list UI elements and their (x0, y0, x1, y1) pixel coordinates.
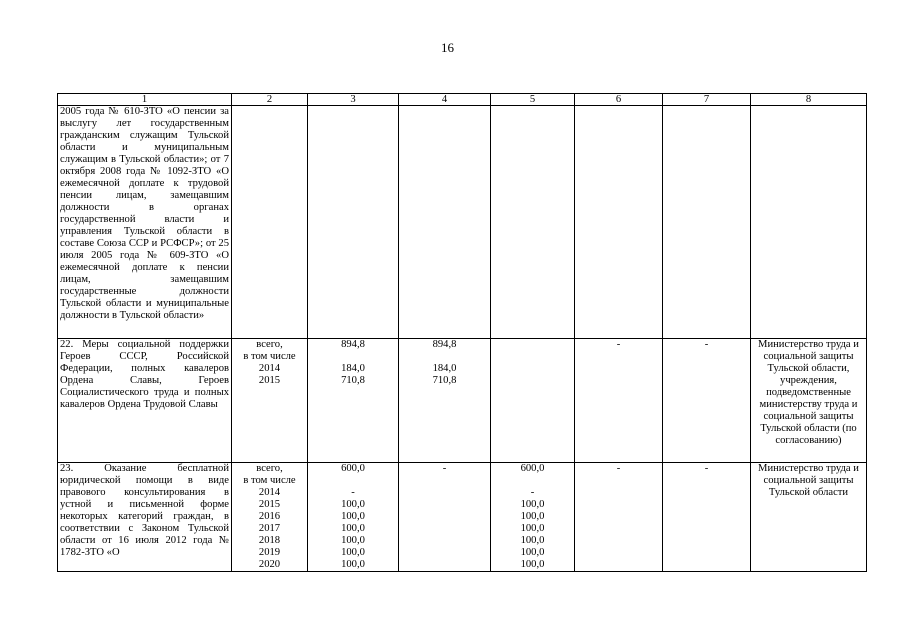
cell-line: 2018 (258, 535, 281, 546)
cell-line: 100,0 (341, 499, 365, 510)
cell-line: 100,0 (520, 547, 545, 558)
cell-col-7 (663, 106, 751, 339)
cell-line: 100,0 (341, 535, 365, 546)
cell-line: 2015 (258, 499, 281, 510)
cell-line: 600,0 (341, 463, 365, 474)
cell-col-3 (308, 106, 399, 339)
cell-line: всего, (256, 463, 283, 474)
col-header-6: 6 (575, 94, 663, 106)
col-header-7: 7 (663, 94, 751, 106)
cell-col-3 (308, 463, 399, 572)
program-table (57, 93, 867, 572)
responsible-executor: Министерство труда и социальной защиты Тульской области (751, 463, 867, 572)
cell-line: 2019 (258, 547, 281, 558)
cell-col-6 (575, 339, 663, 463)
cell-col-6 (575, 463, 663, 572)
cell-col-2 (232, 106, 308, 339)
cell-line: в том числе (243, 475, 296, 486)
cell-line: всего, (256, 339, 283, 350)
cell-col-7 (663, 339, 751, 463)
cell-col-4 (399, 106, 491, 339)
cell-col-2 (232, 463, 308, 572)
column-number-row (58, 94, 867, 106)
cell-line: 2017 (258, 523, 281, 534)
cell-col-5 (491, 463, 575, 572)
cell-line: 710,8 (432, 375, 457, 386)
col-header-5: 5 (491, 94, 575, 106)
cell-line (401, 351, 488, 363)
cell-line: 100,0 (520, 559, 545, 570)
cell-line: - (616, 463, 621, 474)
responsible-executor: Министерство труда и социальной защиты Тульской области, учреждения, подведомственные министерству труда и социальной защиты Тульской области (по согласованию) (751, 339, 867, 463)
measure-description: 22. Меры социальной поддержки Героев СССР, Российской Федерации, полных кавалеров Ордена Славы, Героев Социалистического труда и полных кавалеров Ордена Трудовой Славы (58, 339, 232, 463)
cell-line: - (442, 463, 447, 474)
cell-line: в том числе (243, 351, 296, 362)
cell-line: 184,0 (432, 363, 457, 374)
cell-col-7 (663, 463, 751, 572)
cell-line: - (616, 339, 621, 350)
measure-description: 23. Оказание бесплатной юридической помощи в виде правового консультирования в устной и письменной форме некоторых категорий граждан, в соответствии с Законом Тульской области от 16 июля 2012 года № 1782-ЗТО «О (58, 463, 232, 572)
table-row (58, 106, 867, 339)
cell-line: 2020 (258, 559, 281, 570)
cell-col-4 (399, 463, 491, 572)
cell-col-4 (399, 339, 491, 463)
cell-line: 184,0 (341, 363, 365, 374)
cell-col-5 (491, 339, 575, 463)
cell-col-6 (575, 106, 663, 339)
cell-line: 600,0 (520, 463, 545, 474)
cell-line (310, 351, 396, 363)
measure-description: 2005 года № 610-ЗТО «О пенсии за выслугу лет государственным гражданским служащим Тульской области и муниципальным служащим в Тульской области»; от 7 октября 2008 года № 1092-ЗТО «О ежемесячной доплате к трудовой пенсии лицам, замещавшим должности в органах государственной власти и управления Тульской области в составе Союза ССР и РСФСР»; от 25 июля 2005 года № 609-ЗТО «О ежемесячной доплате к пенсии лицам, замещавшим государственные должности Тульской области и муниципальные должности в Тульской области» (58, 106, 232, 339)
cell-line: 100,0 (341, 511, 365, 522)
cell-line: 100,0 (520, 511, 545, 522)
cell-line: 2016 (258, 511, 281, 522)
col-header-4: 4 (399, 94, 491, 106)
cell-line: 100,0 (341, 523, 365, 534)
col-header-1: 1 (58, 94, 232, 106)
cell-line: - (530, 487, 535, 498)
cell-col-5 (491, 106, 575, 339)
cell-line (493, 475, 572, 487)
page-number: 16 (441, 40, 454, 55)
cell-line: 710,8 (341, 375, 365, 386)
col-header-2: 2 (232, 94, 308, 106)
col-header-8: 8 (751, 94, 867, 106)
cell-line: 2015 (258, 375, 281, 386)
cell-line: 2014 (258, 487, 281, 498)
cell-line: 100,0 (520, 523, 545, 534)
cell-line: 894,8 (341, 339, 365, 350)
cell-line: 100,0 (520, 499, 545, 510)
cell-line: - (351, 487, 355, 498)
col-header-3: 3 (308, 94, 399, 106)
cell-line: - (704, 463, 709, 474)
cell-line (310, 475, 396, 487)
table-row (58, 339, 867, 463)
cell-line: 100,0 (341, 547, 365, 558)
cell-line: - (704, 339, 709, 350)
cell-line: 100,0 (341, 559, 365, 570)
cell-line: 2014 (258, 363, 281, 374)
cell-col-3 (308, 339, 399, 463)
responsible-executor (751, 106, 867, 339)
table-row (58, 463, 867, 572)
cell-col-2 (232, 339, 308, 463)
cell-line: 100,0 (520, 535, 545, 546)
cell-line: 894,8 (432, 339, 457, 350)
